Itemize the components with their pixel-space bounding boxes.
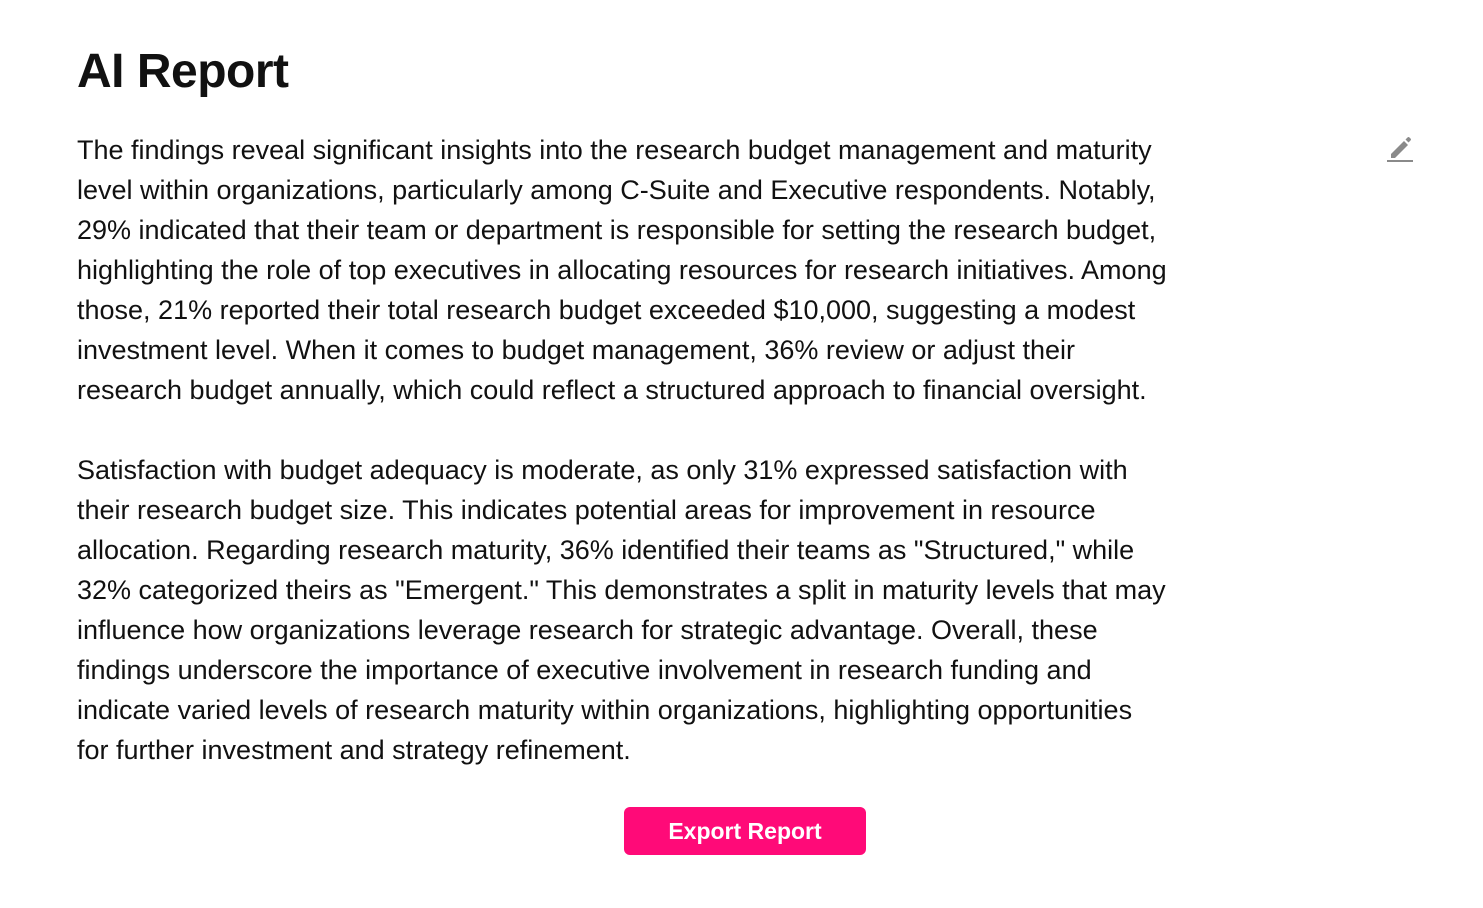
ai-report-panel [77, 0, 1417, 908]
export-report-button[interactable]: Export Report [624, 807, 866, 855]
text-line: findings underscore the importance of executive involvement in research funding and [77, 655, 1092, 685]
text-line: highlighting the role of top executives in allocating resources for research initiatives. Among [77, 255, 1167, 285]
text-line: research budget annually, which could reflect a structured approach to financial oversight. [77, 375, 1147, 405]
edit-report-button[interactable] [1383, 131, 1417, 165]
report-paragraph-1 [77, 130, 1382, 410]
text-line: those, 21% reported their total research budget exceeded $10,000, suggesting a modest [77, 295, 1136, 325]
pencil-icon [1385, 133, 1415, 163]
text-line: Satisfaction with budget adequacy is moderate, as only 31% expressed satisfaction with [77, 455, 1128, 485]
text-line: 29% indicated that their team or department is responsible for setting the research budget, [77, 215, 1157, 245]
text-line: indicate varied levels of research maturity within organizations, highlighting opportunities [77, 695, 1133, 725]
report-paragraph-2 [77, 450, 1382, 770]
text-line: investment level. When it comes to budget management, 36% review or adjust their [77, 335, 1075, 365]
text-line: 32% categorized theirs as "Emergent." This demonstrates a split in maturity levels that may [77, 575, 1166, 605]
text-line: allocation. Regarding research maturity, 36% identified their teams as "Structured," while [77, 535, 1135, 565]
text-line: for further investment and strategy refinement. [77, 735, 631, 765]
text-line: influence how organizations leverage research for strategic advantage. Overall, these [77, 615, 1098, 645]
report-body [77, 130, 1382, 770]
page-title: AI Report [77, 45, 289, 98]
text-line: The findings reveal significant insights into the research budget management and maturity [77, 135, 1152, 165]
text-line: level within organizations, particularly among C-Suite and Executive respondents. Notably, [77, 175, 1156, 205]
text-line: their research budget size. This indicates potential areas for improvement in resource [77, 495, 1096, 525]
